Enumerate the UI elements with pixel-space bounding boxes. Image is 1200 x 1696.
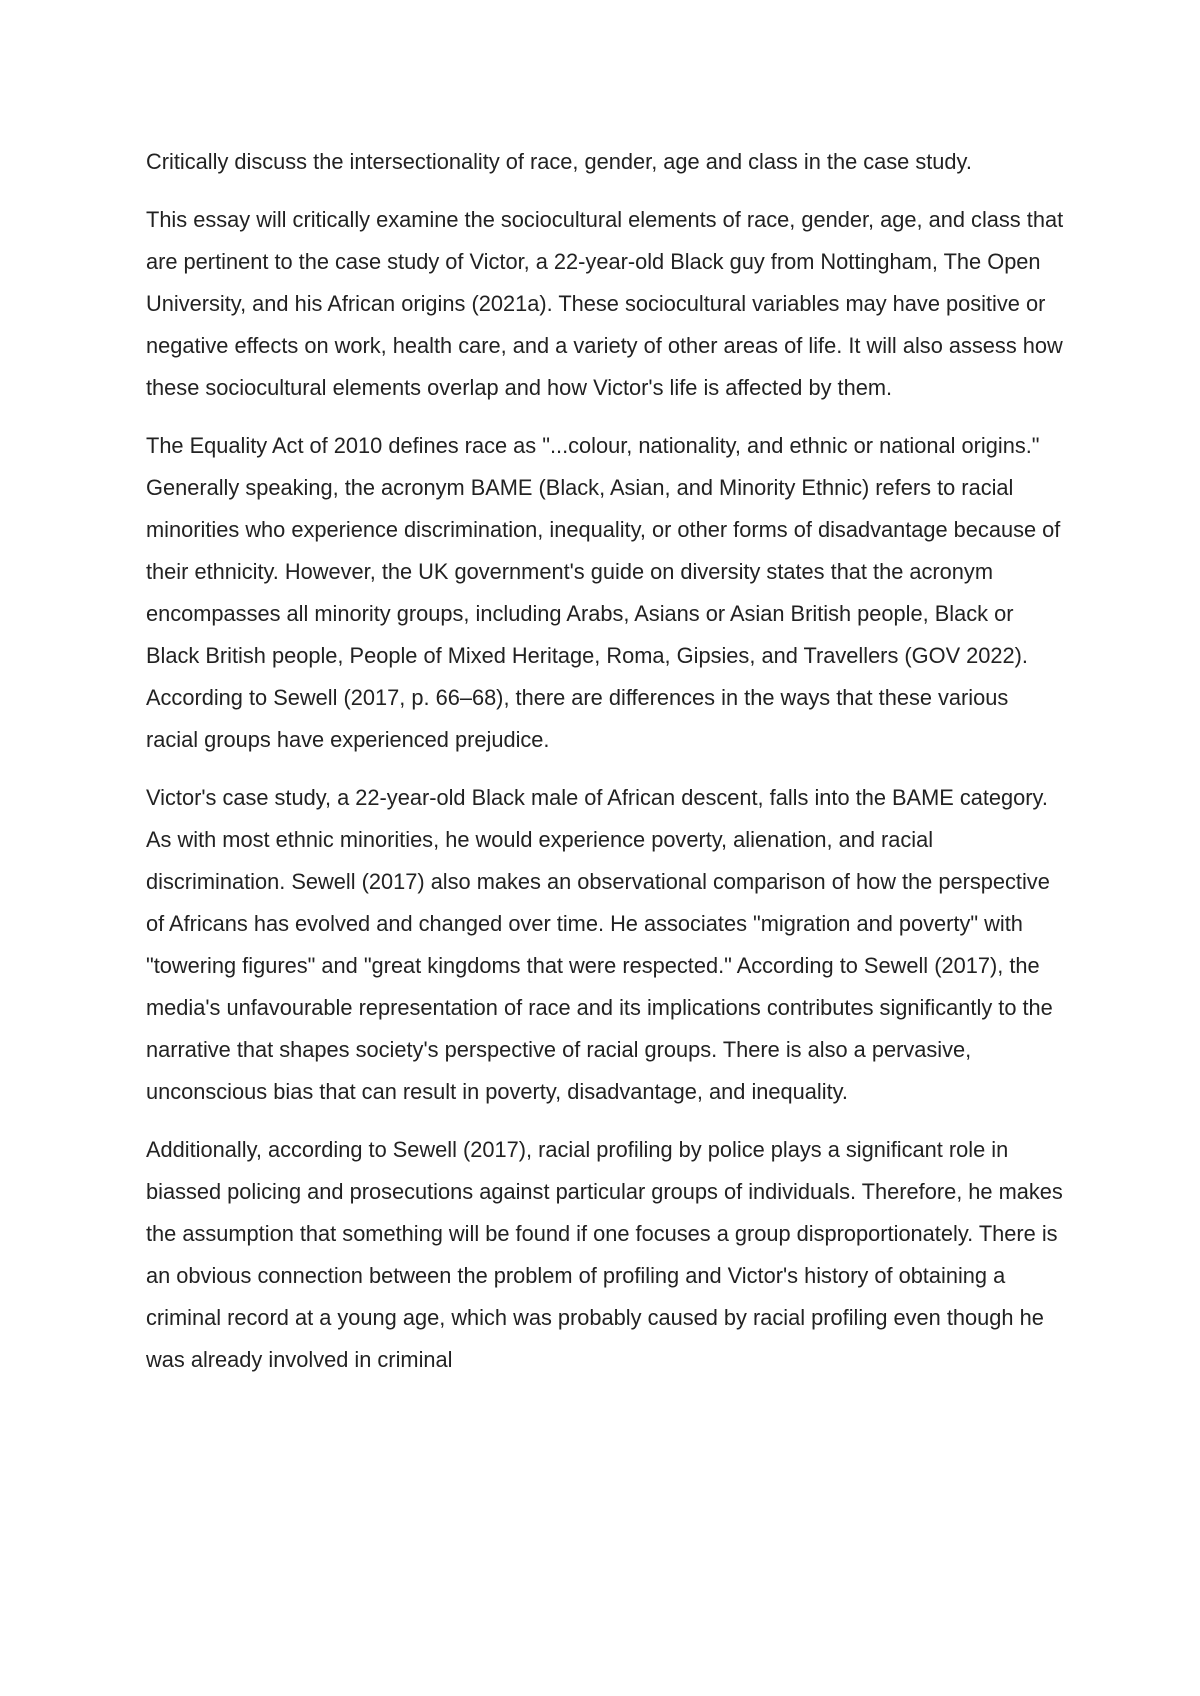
paragraph-racial-profiling: Additionally, according to Sewell (2017), racial profiling by police plays a significant role in biassed policing and prosecutions against particular groups of individuals. Therefore, he makes the assumption that something will be found if one focuses a group disproportionately. There is an obvious connection between the problem of profiling and Victor's history of obtaining a criminal record at a young age, which was probably caused by racial profiling even though he was already involved in criminal	[146, 1137, 1063, 1372]
document-body	[146, 141, 1066, 1397]
essay-question: Critically discuss the intersectionality of race, gender, age and class in the case study.	[146, 149, 972, 174]
paragraph-victor-case: Victor's case study, a 22-year-old Black male of African descent, falls into the BAME category. As with most ethnic minorities, he would experience poverty, alienation, and racial discrimination. Sewell (2017) also makes an observational comparison of how the perspective of Africans has evolved and changed over time. He associates "migration and poverty" with "towering figures" and "great kingdoms that were respected." According to Sewell (2017), the media's unfavourable representation of race and its implications contributes significantly to the narrative that shapes society's perspective of racial groups. There is also a pervasive, unconscious bias that can result in poverty, disadvantage, and inequality.	[146, 785, 1053, 1104]
paragraph-race-definition: The Equality Act of 2010 defines race as "...colour, nationality, and ethnic or national origins." Generally speaking, the acronym BAME (Black, Asian, and Minority Ethnic) refers to racial minorities who experience discrimination, inequality, or other forms of disadvantage because of their ethnicity. However, the UK government's guide on diversity states that the acronym encompasses all minority groups, including Arabs, Asians or Asian British people, Black or Black British people, People of Mixed Heritage, Roma, Gipsies, and Travellers (GOV 2022). According to Sewell (2017, p. 66–68), there are differences in the ways that these various racial groups have experienced prejudice.	[146, 433, 1061, 752]
paragraph-introduction: This essay will critically examine the sociocultural elements of race, gender, age, and class that are pertinent to the case study of Victor, a 22-year-old Black guy from Nottingham, The Open University, and his African origins (2021a). These sociocultural variables may have positive or negative effects on work, health care, and a variety of other areas of life. It will also assess how these sociocultural elements overlap and how Victor's life is affected by them.	[146, 207, 1064, 400]
